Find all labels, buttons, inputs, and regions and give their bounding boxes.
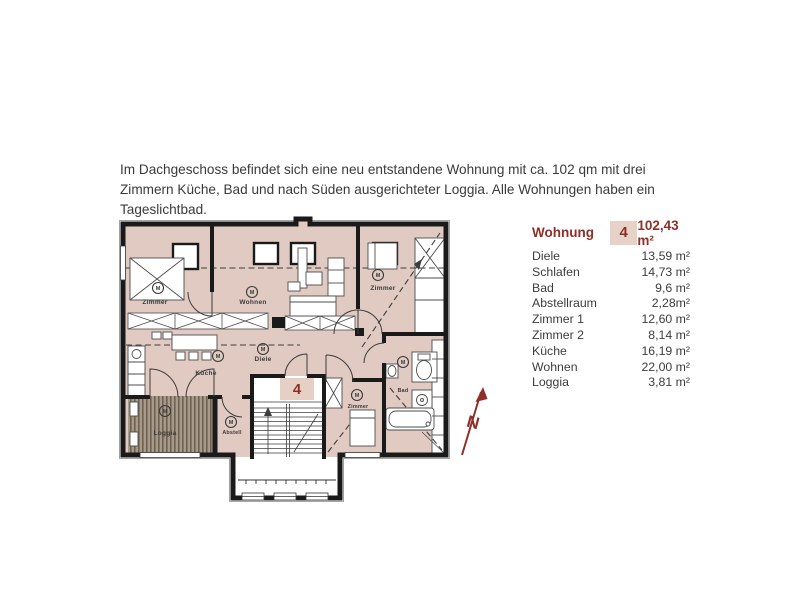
svg-text:M: M	[375, 273, 381, 280]
svg-text:M: M	[260, 347, 266, 354]
row-value: 22,00 m²	[641, 359, 690, 374]
floor-plan	[110, 212, 500, 508]
row-value: 8,14 m²	[648, 327, 690, 342]
room-label-diele: Diele	[254, 356, 272, 363]
table-row	[532, 360, 690, 376]
room-label-bad: Bad	[397, 388, 409, 394]
room-label-kueche: Küche	[195, 370, 217, 377]
row-label: Zimmer 2	[532, 327, 584, 342]
row-label: Schlafen	[532, 264, 580, 279]
area-table	[532, 217, 690, 391]
table-row	[532, 296, 690, 312]
table-row	[532, 344, 690, 360]
room-label-loggia: Loggia	[153, 430, 177, 437]
north-label: N	[464, 411, 482, 434]
svg-text:M: M	[400, 360, 406, 367]
row-value: 9,6 m²	[655, 280, 690, 295]
row-value: 2,28m²	[651, 296, 690, 311]
table-row	[532, 265, 690, 281]
room-label-zimmer-top-right: Zimmer	[370, 285, 396, 292]
table-row	[532, 249, 690, 265]
row-label: Küche	[532, 343, 567, 358]
table-header	[532, 217, 690, 248]
row-label: Loggia	[532, 375, 569, 390]
row-value: 14,73 m²	[641, 264, 690, 279]
table-row	[532, 375, 690, 391]
apartment-number: 4	[292, 381, 302, 398]
svg-text:M: M	[162, 409, 168, 416]
table-row	[532, 281, 690, 297]
north-arrow-icon	[462, 387, 488, 455]
room-label-zimmer-top-left: Zimmer	[142, 299, 168, 306]
row-value: 12,60 m²	[641, 312, 690, 327]
apartment-number-badge	[280, 378, 314, 400]
row-value: 3,81 m²	[648, 375, 690, 390]
row-value: 13,59 m²	[641, 249, 690, 263]
loggia-floor	[128, 396, 214, 453]
intro-text: Im Dachgeschoss befindet sich eine neu entstandene Wohnung mit ca. 102 qm mit drei Zimmern Küche, Bad und nach Süden ausgerichteter Loggia. Alle Wohnungen haben ein Tageslichtbad.	[120, 161, 655, 217]
table-header-total: 102,43 m²	[637, 217, 679, 248]
table-header-label: Wohnung	[532, 225, 594, 240]
room-label-abstell: Abstell	[222, 430, 242, 436]
floor-plan-drawing	[110, 212, 500, 508]
svg-text:M: M	[354, 393, 360, 400]
row-label: Wohnen	[532, 359, 578, 374]
room-label-wohnen: Wohnen	[239, 299, 267, 306]
svg-text:M: M	[215, 354, 221, 361]
svg-text:M: M	[155, 286, 161, 293]
svg-text:M: M	[249, 290, 255, 297]
table-header-number-badge: 4	[610, 221, 637, 245]
row-value: 16,19 m²	[641, 343, 690, 358]
table-row	[532, 328, 690, 344]
svg-text:M: M	[228, 420, 234, 427]
table-row	[532, 312, 690, 328]
row-label: Bad	[532, 280, 554, 295]
room-label-zimmer-bottom: Zimmer	[347, 404, 369, 410]
row-label: Diele	[532, 249, 561, 263]
row-label: Zimmer 1	[532, 312, 584, 327]
row-label: Abstellraum	[532, 296, 597, 311]
